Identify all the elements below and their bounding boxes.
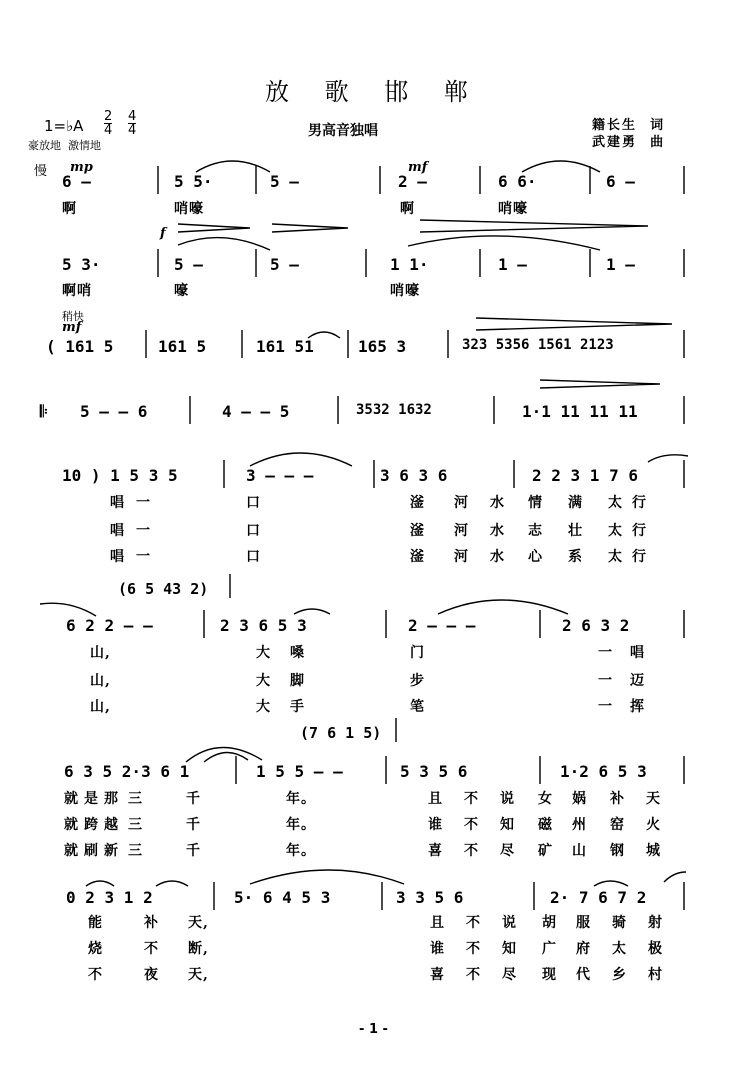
time-signature-b: 4 4 (128, 109, 137, 138)
dynamic-f: f (160, 226, 166, 241)
tempo-mark: 慢 (34, 164, 48, 179)
verse-parenthetical-6: (6 5 43 2) (118, 580, 209, 598)
verse-parenthetical-7: (7 6 1 5) (300, 724, 382, 742)
time-signature-a: 2 4 (104, 109, 113, 138)
expression-marks: 豪放地 激情地 (28, 139, 101, 152)
score-title: 放 歌 邯 郸 (265, 78, 482, 106)
tempo-mark-2: 稍快 (62, 310, 84, 323)
composer-credit: 武建勇 曲 (592, 135, 666, 150)
dynamic-mf: mf (408, 160, 428, 175)
key-signature: 1=♭A (44, 117, 84, 135)
dynamic-mf-2: mf (62, 320, 82, 335)
lyricist-credit: 籍长生 词 (592, 118, 666, 133)
dynamic-mp: mp (70, 160, 93, 175)
score-subtitle: 男高音独唱 (308, 123, 378, 139)
page-number: - 1 - (359, 1022, 388, 1037)
